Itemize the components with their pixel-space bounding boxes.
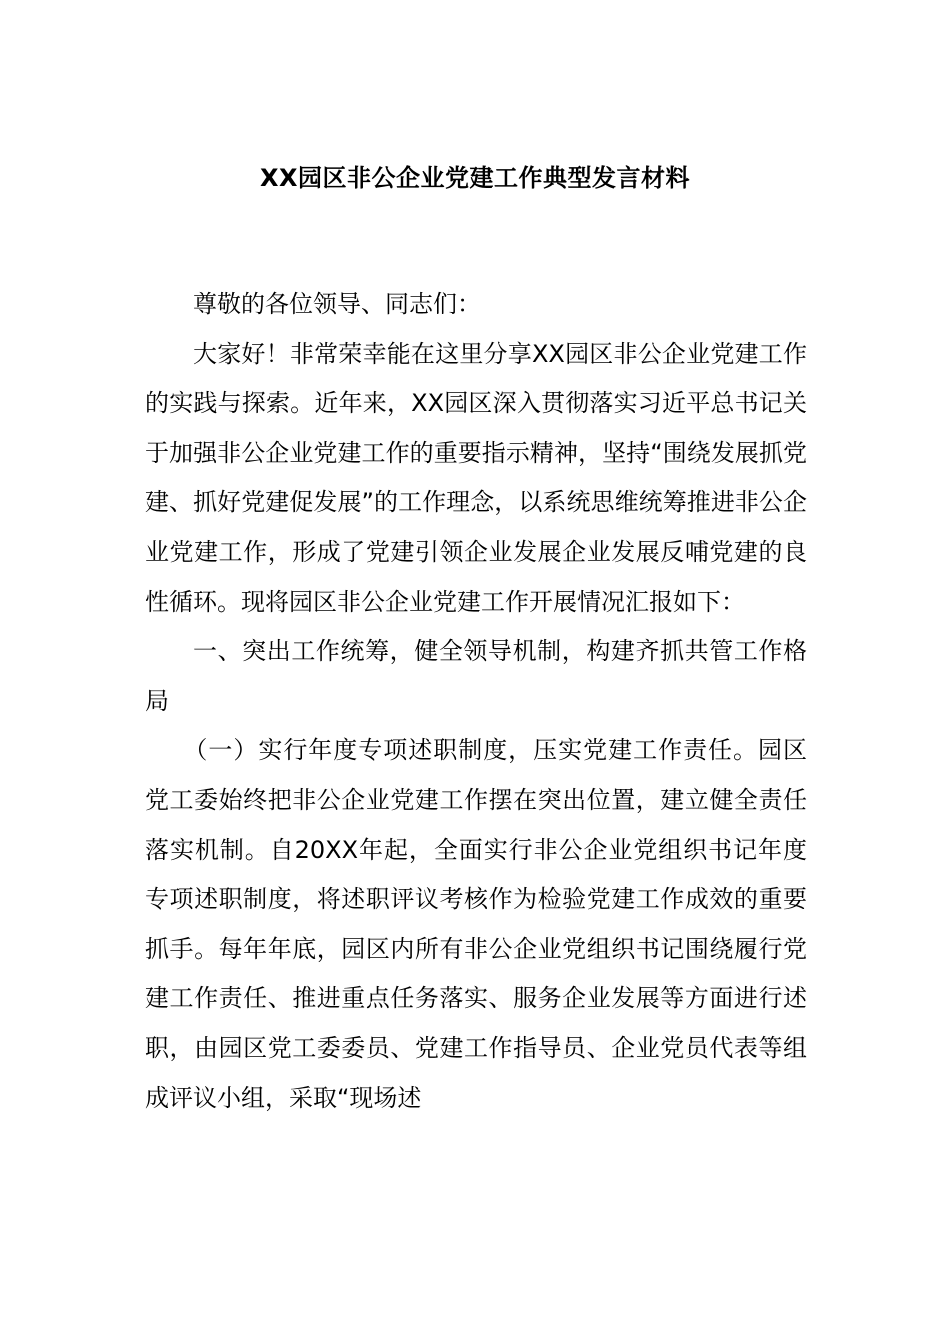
document-title: XX园区非公企业党建工作典型发言材料 bbox=[259, 164, 690, 192]
paragraph-intro: 大家好！非常荣幸能在这里分享XX园区非公企业党建工作的实践与探索。近年来，XX园区深入贯彻落实习近平总书记关于加强非公企业党建工作的重要指示精神，坚持“围绕发展抓党建、抓好党建促发展”的工作理念，以系统思维统筹推进非公企业党建工作，形成了党建引领企业发展企业发展反哺党建的良性循环。现将园区非公企业党建工作开展情况汇报如下： bbox=[145, 339, 807, 616]
document-body bbox=[145, 280, 807, 1123]
paragraph-subsection-1: （一）实行年度专项述职制度，压实党建工作责任。园区党工委始终把非公企业党建工作摆在突出位置，建立健全责任落实机制。自20XX年起，全面实行非公企业党组织书记年度专项述职制度，将述职评议考核作为检验党建工作成效的重要抓手。每年年底，园区内所有非公企业党组织书记围绕履行党建工作责任、推进重点任务落实、服务企业发展等方面进行述职，由园区党工委委员、党建工作指导员、企业党员代表等组成评议小组，采取“现场述 bbox=[145, 736, 807, 1112]
section-heading-1: 一、突出工作统筹，健全领导机制，构建齐抓共管工作格局 bbox=[145, 637, 807, 715]
salutation: 尊敬的各位领导、同志们： bbox=[193, 290, 481, 318]
